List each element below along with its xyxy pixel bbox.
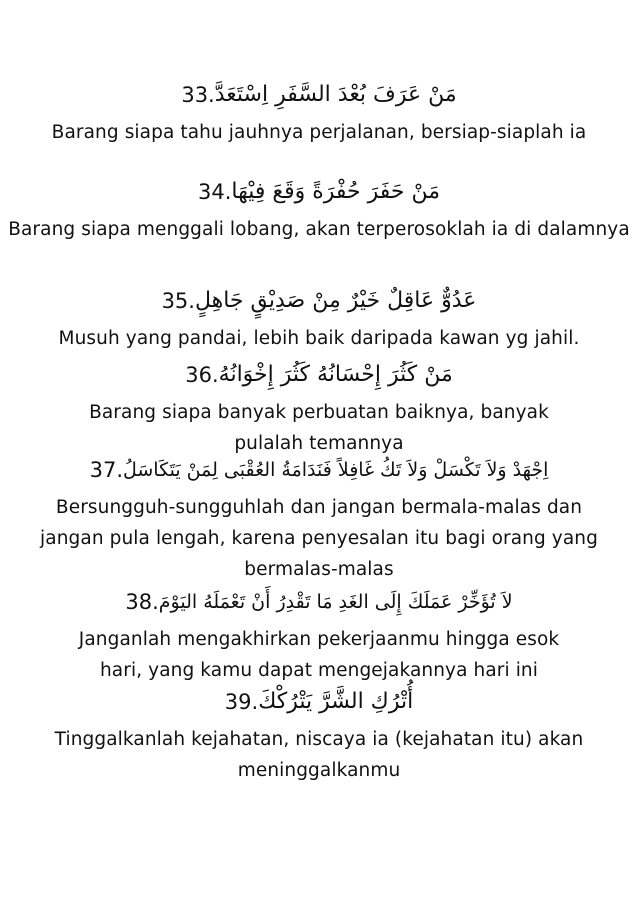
proverb-entry-34: [0, 170, 638, 245]
translation-text: Tinggalkanlah kejahatan, niscaya ia (kejahatan itu) akan meninggalkanmu: [54, 729, 584, 781]
arabic-text: مَنْ عَرَفَ بُعْدَ السَّفَرِ اِسْتَعَدَّ: [214, 82, 457, 107]
proverb-entry-38: [0, 580, 638, 686]
translation-text: Barang siapa banyak perbuatan baiknya, banyak pulalah temannya: [89, 402, 549, 454]
proverb-entry-37: [0, 448, 638, 585]
entry-number: 37.: [89, 458, 123, 482]
arabic-text: لاَ تُؤَخِّرْ عَمَلَكَ إِلَى الغَدِ مَا تَقْدِرُ أَنْ تَعْمَلَهُ اليَوْمَ: [158, 591, 513, 613]
arabic-text: مَنْ كَثُرَ إِحْسَانُهُ كَثُرَ إِخْوَانُهُ: [218, 362, 453, 387]
arabic-line: [0, 170, 638, 214]
arabic-line: [0, 279, 638, 323]
arabic-line: [0, 680, 638, 724]
proverb-entry-36: [0, 353, 638, 459]
arabic-text: عَدُوٌّ عَاقِلٌ خَيْرٌ مِنْ صَدِيْقٍ جَاهِلٍ: [194, 288, 477, 313]
proverb-entry-35: [0, 279, 638, 354]
entry-number: 36.: [185, 363, 219, 387]
entry-number: 33.: [181, 83, 215, 107]
entry-number: 34.: [197, 180, 232, 204]
arabic-text: أُتْرُكِ الشَّرَّ يَتْرُكْكَ: [258, 689, 414, 714]
translation-text: Musuh yang pandai, lebih baik daripada kawan yg jahil.: [58, 328, 580, 349]
translation-text: Bersungguh-sungguhlah dan jangan bermala-malas dan jangan pula lengah, karena penyesalan itu bagi orang yang bermalas-malas: [40, 497, 598, 580]
proverb-entry-33: [0, 73, 638, 148]
arabic-line: [0, 580, 638, 624]
entry-number: 38.: [125, 590, 159, 614]
arabic-text: اِجْهَدْ وَلاَ تَكْسَلْ وَلاَ تَكُ غَافِلاً فَنَدَامَةُ العُقْبَى لِمَنْ يَتَكَاسَلُ: [123, 459, 549, 481]
arabic-line: [0, 73, 638, 117]
arabic-line: [0, 353, 638, 397]
entry-number: 39.: [224, 690, 259, 714]
translation-text: Barang siapa menggali lobang, akan terperosoklah ia di dalamnya: [8, 219, 630, 240]
arabic-line: [0, 448, 638, 492]
arabic-text: مَنْ حَفَرَ حُفْرَةً وَقَعَ فِيْهَا: [231, 179, 441, 204]
translation-text: Barang siapa tahu jauhnya perjalanan, bersiap-siaplah ia: [51, 122, 587, 143]
translation-text: Janganlah mengakhirkan pekerjaanmu hingga esok hari, yang kamu dapat mengejakannya hari ini: [78, 629, 560, 681]
entry-number: 35.: [161, 289, 195, 313]
proverb-entry-39: [0, 680, 638, 786]
